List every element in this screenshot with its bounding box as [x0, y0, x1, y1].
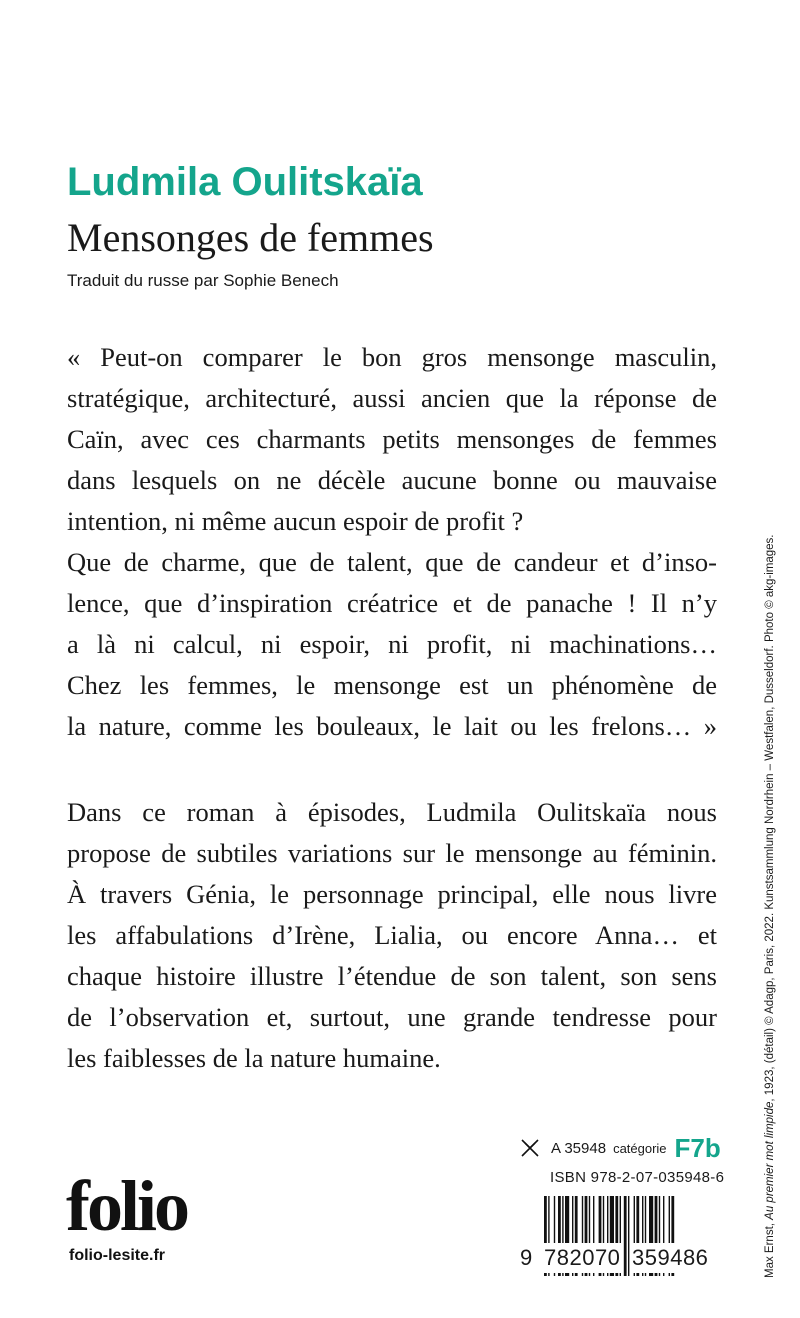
description-line: de l’observation et, surtout, une grande tendresse pour	[67, 1002, 717, 1032]
barcode-group-left: 782070	[543, 1243, 621, 1273]
image-credit	[764, 534, 776, 1278]
category-code: F7b	[674, 1132, 721, 1163]
quote-line: a là ni calcul, ni espoir, ni profit, ni machinations…	[67, 629, 717, 659]
folio-mark-icon	[519, 1138, 541, 1158]
barcode-group-right: 359486	[631, 1243, 709, 1273]
quote-block	[67, 337, 717, 747]
folio-logo: folio	[66, 1166, 187, 1246]
category-label: catégorie	[613, 1140, 667, 1156]
description-line: propose de subtiles variations sur le mensonge au féminin.	[67, 838, 717, 868]
description-line: les affabulations d’Irène, Lialia, ou encore Anna… et	[67, 920, 717, 950]
description-line: les faiblesses de la nature humaine.	[67, 1043, 441, 1073]
quote-line: « Peut-on comparer le bon gros mensonge masculin,	[67, 342, 717, 372]
description-line: À travers Génia, le personnage principal, elle nous livre	[67, 879, 717, 909]
author-name: Ludmila Oulitskaïa	[67, 160, 423, 204]
quote-line: Que de charme, que de talent, que de candeur et d’inso-	[67, 547, 717, 577]
credit-work-title: Au premier mot limpide	[764, 1101, 776, 1220]
publisher-website: folio-lesite.fr	[69, 1247, 166, 1264]
description-line: chaque histoire illustre l’étendue de son talent, son sens	[67, 961, 717, 991]
description-block	[67, 792, 717, 1079]
isbn: ISBN 978-2-07-035948-6	[550, 1169, 725, 1186]
quote-line: stratégique, architecturé, aussi ancien que la réponse de	[67, 383, 717, 413]
barcode-digits	[520, 1243, 720, 1273]
credit-artist: Max Ernst,	[764, 1219, 776, 1278]
translator-credit: Traduit du russe par Sophie Benech	[67, 271, 339, 290]
book-title: Mensonges de femmes	[67, 215, 434, 260]
quote-line: la nature, comme les bouleaux, le lait ou les frelons… »	[67, 711, 717, 741]
barcode-first-digit: 9	[520, 1245, 533, 1270]
credit-details: , 1923, (détail) © Adagp, Paris, 2022. Kunstsammlung Nordrhein – Westfalen, Dusseldorf. Photo © akg-images.	[764, 534, 776, 1102]
catalog-line	[519, 1133, 721, 1163]
quote-line: dans lesquels on ne décèle aucune bonne ou mauvaise	[67, 465, 717, 495]
quote-line: lence, que d’inspiration créatrice et de panache ! Il n’y	[67, 588, 717, 618]
description-line: Dans ce roman à épisodes, Ludmila Oulitskaïa nous	[67, 797, 717, 827]
quote-line: Chez les femmes, le mensonge est un phénomène de	[67, 670, 717, 700]
quote-line: Caïn, avec ces charmants petits mensonges de femmes	[67, 424, 717, 454]
quote-line: intention, ni même aucun espoir de profit ?	[67, 506, 524, 536]
catalog-number: A 35948	[551, 1139, 607, 1157]
